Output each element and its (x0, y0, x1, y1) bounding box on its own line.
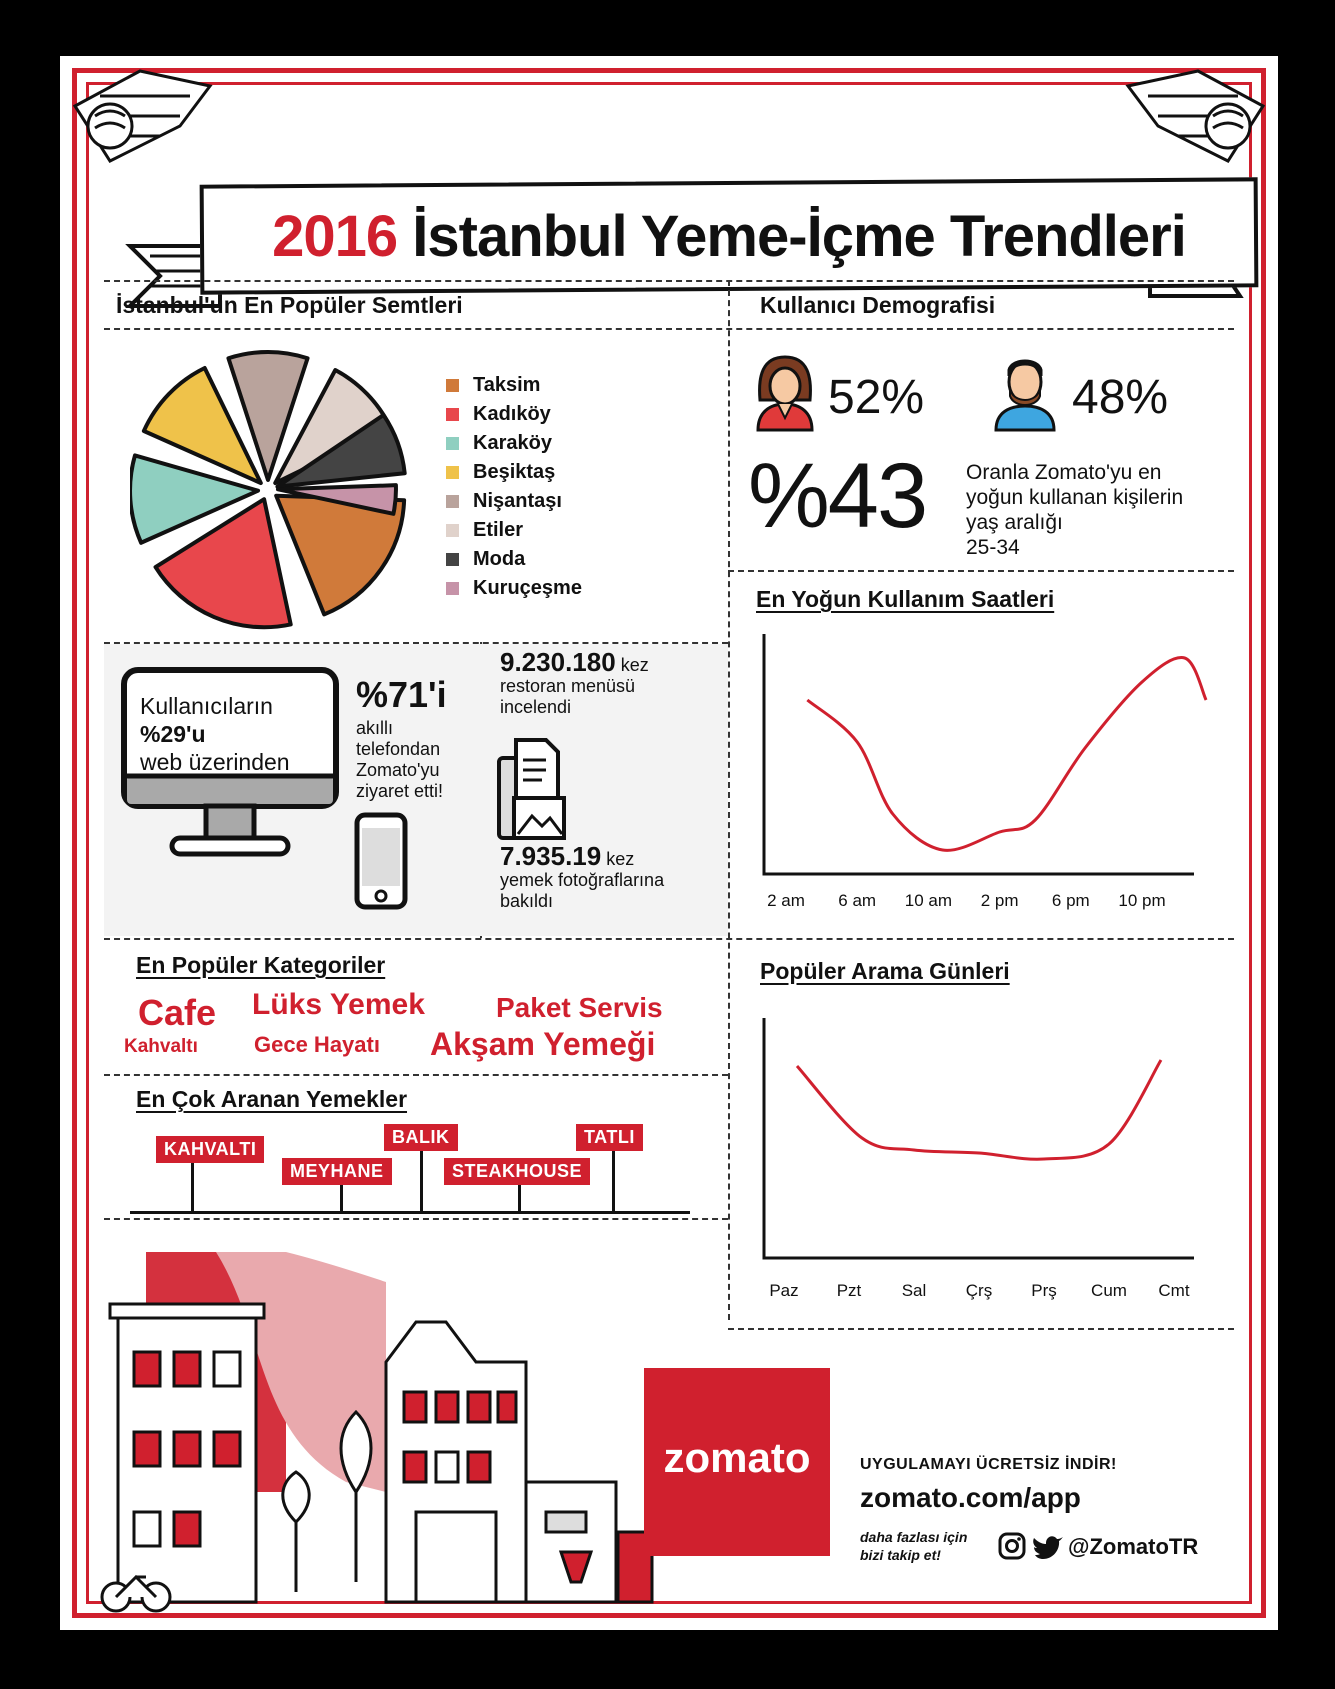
legend-item (446, 461, 555, 484)
male-percentage: 48% (1072, 371, 1169, 424)
title-year: 2016 (272, 204, 398, 269)
legend-label: Beşiktaş (473, 461, 556, 483)
category-nightlife: Gece Hayatı (254, 1032, 380, 1057)
legend-swatch (446, 379, 459, 392)
menu-photo-icon (496, 736, 576, 846)
title-text: İstanbul Yeme-İçme Trendleri (412, 204, 1186, 269)
legend-label: Nişantaşı (473, 490, 562, 512)
x-tick-label: 6 pm (1051, 891, 1090, 910)
legend-label: Karaköy (473, 432, 552, 454)
zomato-logo-box (644, 1368, 830, 1556)
categories-title: En Popüler Kategoriler (136, 952, 386, 978)
usage-hours-chart (750, 628, 1210, 928)
category-dinner: Akşam Yemeği (430, 1026, 656, 1062)
photo-count: 7.935.19 (500, 841, 602, 871)
mobile-percentage: %71'i (356, 674, 447, 715)
photo-text-1: yemek fotoğraflarına (500, 870, 665, 890)
legend-item (446, 374, 540, 397)
divider (104, 1074, 728, 1076)
age-percentage: %43 (748, 445, 927, 547)
age-description (966, 460, 1216, 560)
divider (104, 938, 1234, 940)
instagram-icon[interactable] (998, 1532, 1026, 1560)
dish-tag: TATLI (576, 1124, 643, 1151)
download-cta: UYGULAMAYI ÜCRETSİZ İNDİR! (860, 1456, 1117, 1473)
dishes-timeline (130, 1211, 690, 1214)
tag-pole (420, 1146, 423, 1212)
legend-item (446, 403, 551, 426)
dish-tag: KAHVALTI (156, 1136, 264, 1163)
legend-swatch (446, 495, 459, 508)
search-days-chart (750, 1006, 1210, 1316)
menu-text-1: restoran menüsü (500, 676, 636, 696)
usage-hours-title: En Yoğun Kullanım Saatleri (756, 586, 1055, 612)
photo-text-2: bakıldı (500, 891, 554, 911)
legend-label: Etiler (473, 519, 524, 541)
smartphone-icon (354, 812, 408, 912)
follow-line-1: daha fazlası için (860, 1529, 968, 1545)
legend-swatch (446, 408, 459, 421)
age-text: Oranla Zomato'yu en yoğun kullanan kişilerin yaş aralığı (966, 461, 1184, 534)
chart-axis (764, 1018, 1194, 1258)
x-tick-label: 10 am (904, 891, 953, 910)
divider (104, 280, 1234, 282)
male-user-icon (990, 352, 1060, 432)
districts-pie-chart (130, 346, 430, 636)
legend-item (446, 490, 562, 513)
dish-tag: MEYHANE (282, 1158, 392, 1185)
brand-name: zomato (663, 1434, 811, 1481)
chart-axis (764, 634, 1194, 874)
legend-label: Taksim (473, 374, 541, 396)
web-line-3: web üzerinden (140, 749, 290, 775)
category-breakfast: Kahvaltı (124, 1036, 198, 1057)
mobile-line-2: telefondan (356, 739, 441, 759)
title-block (200, 181, 1258, 291)
web-percentage: %29'u (140, 721, 206, 747)
divider (728, 1328, 1234, 1330)
divider (104, 1218, 728, 1220)
dish-tag: STEAKHOUSE (444, 1158, 590, 1185)
app-url[interactable]: zomato.com/app (860, 1482, 1081, 1513)
leaf-ornament-left-icon (70, 66, 220, 176)
x-tick-label: Çrş (965, 1281, 993, 1300)
x-tick-label: 2 pm (980, 891, 1019, 910)
divider (104, 328, 1234, 330)
social-handle[interactable]: @ZomatoTR (1068, 1534, 1199, 1559)
legend-swatch (446, 524, 459, 537)
legend-label: Kadıköy (473, 403, 551, 425)
web-usage-text (140, 692, 290, 776)
city-illustration (86, 1232, 696, 1622)
x-tick-label: 6 am (838, 891, 877, 910)
legend-swatch (446, 437, 459, 450)
legend-label: Moda (473, 548, 526, 570)
page-title (200, 203, 1258, 270)
legend-swatch (446, 553, 459, 566)
photo-stat (500, 841, 720, 912)
legend-item (446, 548, 525, 571)
legend-item (446, 519, 523, 542)
x-tick-label: Paz (769, 1281, 799, 1300)
photo-unit: kez (606, 849, 635, 869)
divider (728, 570, 1234, 572)
districts-legend (446, 374, 706, 634)
demographics-title: Kullanıcı Demografisi (760, 292, 996, 318)
infographic (60, 56, 1278, 1630)
menu-stat (500, 647, 720, 718)
districts-title: İstanbul'un En Popüler Semtleri (116, 292, 463, 318)
x-tick-label: Cmt (1158, 1281, 1190, 1300)
legend-swatch (446, 582, 459, 595)
follow-line-2: bizi takip et! (860, 1547, 941, 1563)
web-line-1: Kullanıcıların (140, 693, 273, 719)
follow-text (860, 1528, 967, 1564)
legend-item (446, 432, 552, 455)
legend-item (446, 577, 582, 600)
mobile-usage-text (356, 718, 443, 802)
series-line (807, 658, 1206, 851)
tag-pole (191, 1158, 194, 1212)
category-cafe: Cafe (138, 992, 217, 1033)
menu-text-2: incelendi (500, 697, 572, 717)
menu-unit: kez (620, 655, 649, 675)
series-line (797, 1060, 1161, 1159)
x-tick-label: 2 am (767, 891, 805, 910)
x-tick-label: Pzt (836, 1281, 862, 1300)
category-luxury: Lüks Yemek (252, 988, 425, 1021)
x-tick-label: Sal (901, 1281, 927, 1300)
mobile-line-1: akıllı (356, 718, 394, 738)
search-days-title: Popüler Arama Günleri (760, 958, 1010, 984)
divider (728, 280, 730, 1320)
mobile-line-4: ziyaret etti! (356, 781, 444, 801)
mobile-line-3: Zomato'yu (356, 760, 440, 780)
category-takeaway: Paket Servis (496, 992, 663, 1023)
x-tick-label: 10 pm (1118, 891, 1166, 910)
age-range: 25-34 (966, 536, 1020, 559)
legend-swatch (446, 466, 459, 479)
x-tick-label: Prş (1031, 1281, 1057, 1300)
leaf-ornament-right-icon (1118, 66, 1268, 176)
tag-pole (612, 1146, 615, 1212)
menu-count: 9.230.180 (500, 647, 616, 677)
dish-tag: BALIK (384, 1124, 458, 1151)
legend-label: Kuruçeşme (473, 577, 582, 599)
dishes-title: En Çok Aranan Yemekler (136, 1086, 408, 1112)
female-user-icon (750, 352, 820, 432)
x-tick-label: Cum (1091, 1281, 1127, 1300)
female-percentage: 52% (828, 371, 925, 424)
twitter-icon[interactable] (1032, 1534, 1064, 1560)
